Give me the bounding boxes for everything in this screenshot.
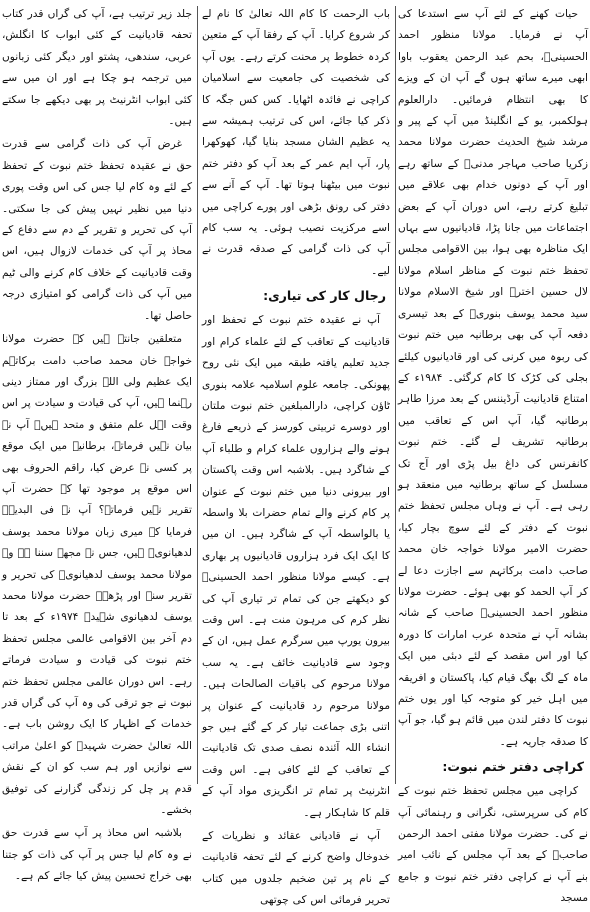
paragraph: جلد زیر ترتیب ہے، آپ کی گراں قدر کتاب تحفہ قادیانیت کے کئی ابواب کا انگلش، عربی، سندھی، پشتو اور دیگر کئی زبانوں میں ترجمہ ہو چکا ہے اور ان میں سے کئی ابواب انٹرنیٹ پر بھی دیکھے جا سکتے ہیں۔ bbox=[2, 8, 192, 128]
section-heading: رجال کار کی تیاری: bbox=[263, 288, 386, 304]
article-column-left bbox=[2, 4, 192, 883]
column-divider bbox=[197, 6, 198, 784]
paragraph: آپ نے عقیدہ ختم نبوت کے تحفظ اور قادیانیت کے تعاقب کے لئے علماء کرام اور جدید تعلیم یافتہ طبقہ میں ایک نئی روح پھونکی۔ جامعہ علوم اسلامیہ علامہ بنوری ٹاؤن کراچی، دارالمبلغین ختم نبوت ملتان اور دوسرے تربیتی کورسز کے ذریعے فارغ ہونے والے ہزاروں علماء کرام و طلباء آپ کے شاگرد ہیں۔ بلاشبہ اس وقت پاکستان اور بیرونی دنیا میں ختم نبوت کے عنوان پر کام کرنے والے تمام حضرات بلا واسطہ یا بالواسطہ آپ کے شاگرد ہیں۔ ان میں کا ایک ایک فرد ہزاروں قادیانیوں پر بھاری ہے۔ کیسے مولانا منظور احمد الحسینیؒ کو دیکھتے جن کی تمام تر تیاری آپ کی نظر کرم کی مرہون منت ہے۔ اس وقت بیرون یورپ میں سرگرم عمل ہیں، ان کے وجود سے قادیانیت خائف ہے۔ یہ سب مولانا مرحوم کی باقیات الصالحات ہیں۔ مولانا مرحوم رد قادیانیت کے عنوان پر اتنی بڑی جماعت تیار کر کے گئے ہیں جو انشاء اللہ آئندہ نصف صدی تک قادیانیت کے تعاقب کے لئے کافی ہے۔ اس وقت انٹرنیٹ پر تمام تر انگریزی مواد آپ کے قلم کا شاہکار ہے۔ bbox=[202, 314, 390, 819]
paragraph: غرض آپ کی ذات گرامی سے قدرت حق نے عقیدہ تحفظ ختم نبوت کے تحفظ کے لئے وہ کام لیا جس کی اس وقت پوری دنیا میں نظیر نہیں پیش کی جا سکتی۔ آپ کی تحریر و تقریر کے دم سے دفاع کے محاذ پر آپ کی خدمات لازوال ہیں، اس وقت قادیانیت کے خلاف کام کرنے والی ٹیم میں آپ کی ذات گرامی کو امتیازی درجہ حاصل تھا۔ bbox=[2, 138, 192, 322]
section-heading: کراچی دفتر ختم نبوت: bbox=[442, 759, 584, 775]
paragraph: آپ نے قادیانی عقائد و نظریات کے خدوخال واضح کرنے کے لئے تحفہ قادیانیت کے نام پر تین ضخیم جلدوں میں کتاب تحریر فرمائی اس کی چوتھی bbox=[202, 830, 390, 907]
article-column-middle bbox=[202, 4, 390, 907]
paragraph: بلاشبہ اس محاذ پر آپ سے قدرت حق نے وہ کام لیا جس پر آپ کی ذات کو جتنا بھی خراج تحسین پیش کیا جائے کم ہے۔ bbox=[2, 827, 192, 883]
column-divider bbox=[395, 6, 396, 784]
paragraph: حیات کھنے کے لئے آپ سے استدعا کی آپ نے فرمایا۔ مولانا منظور احمد الحسینیؒ، بحم عبد الرحمن یعقوب باوا ابھی میرے ساتھ ہوں گے آپ ان کے ویزے کا بھی انتظام فرمائیں۔ دارالعلوم ہولکمبر، یو کے انگلینڈ میں آپ کے پیر و مرشد شیخ الحدیث حضرت مولانا محمد زکریا صاحب مہاجر مدنیؒ کے ساتھ رہے اور آپ کے دونوں خدام بھی علاقے میں تبلیغ کرتے رہے، اس دوران آپ کے بعض اجتماعات میں جانا پڑا، قادیانیوں سے بہاں ایک مناظرہ بھی ہوا، بین الاقوامی مجلس تحفظ ختم نبوت کے مناظر اسلام مولانا لال حسین اخترؒ اور شیخ الاسلام مولانا سید محمد یوسف بنوریؒ کے بعد تیسری دفعہ آپ کی بھی برطانیہ میں ختم نبوت کی ربوہ میں کرنی کی اور قادیانیوں کیلئے بجلی کی کڑک کا کام کرگئی۔ ۱۹۸۴ء کے امتناع قادیانیت آرڈیننس کے بعد مرزا طاہر برطانیہ گیا، آپ اس کے تعاقب میں برطانیہ تشریف لے گئے۔ ختم نبوت کانفرنس کی داغ بیل پڑی اور آج تک مسلسل کے ساتھ برطانیہ میں منعقد ہو رہی ہے۔ آپ نے وہاں مجلس تحفظ ختم نبوت کے دفتر کے لئے سوچ بچار کیا، حضرت الامیر مولانا خواجہ خان محمد صاحب دامت برکاتہم سے اجازت دعا لے کر آپ الحمد کو بھی ہوئے۔ حضرت مولانا منظور احمد الحسینیؒ صاحب کے شانہ بشانہ آپ نے متحدہ عرب امارات کا دورہ کیا اور اس مقصد کے لئے دبئی میں ایک ماہ کے لگ بھگ قیام کیا، پاکستان و افریقہ میں اہل خیر کو متوجہ کیا اور یوں ختم نبوت کا دفتر لندن میں قائم ہو گیا، جو آپ کا صدقہ جاریہ ہے۔ bbox=[398, 8, 588, 748]
paragraph: باب الرحمت کا کام اللہ تعالیٰ کا نام لے کر شروع کرایا۔ آپ کے رفقا آپ کے متعین کردہ خطوط پر محنت کرتے رہے۔ یوں آپ کی شخصیت کی جامعیت سے اسلامیان کراچی نے فائدہ اٹھایا۔ کس کس جگہ کا ذکر کیا جائے، اس کی ترتیب ہمیشہ سے یہ عظیم الشان مسجد بنایا گیا، کھوکھرا پار، آپ ایم عمر کے بعد آپ کو دفتر ختم نبوت میں بیٹھنا ہوتا تھا۔ آپ کے آنے سے دفتر کی رونق بڑھی اور پورے کراچی میں اسے مرکزیت نصیب ہوئی۔ یہ سب کام آپ کی ذات گرامی کے صدقہ قدرت نے لیے۔ bbox=[202, 8, 390, 277]
paragraph: متعلقین جانتے ہیں کہ حضرت مولانا خواجہ خان محمد صاحب دامت برکاتہم ایک عظیم ولی اللہ بزرگ اور ممتاز دینی رہنما ہیں، آپ کی قیادت و سیادت پر اس وقت اہل علم متفق و متحد ہیں۔ آپ نے بیان نہیں فرماتے، برطانیہ میں ایک موقع پر کسی نے عرض کیا، راقم الحروف بھی اس موقع پر موجود تھا کہ حضرت آپ تقریر نہیں فرماتے؟ آپ نے فی البدیہہ فرمایا کہ میری زبان مولانا محمد یوسف لدھیانویؒ ہیں، جس نے مجھے سننا ہے وہ مولانا محمد یوسف لدھیانویؒ کی تحریر و تقریر سنے اور پڑھے۔ حضرت مولانا محمد یوسف لدھیانوی شہیدؒ ۱۹۷۴ء کے بعد تا دم آخر بین الاقوامی عالمی مجلس تحفظ ختم نبوت کی قیادت و سیادت فرماتے رہے۔ اس دوران عالمی مجلس تحفظ ختم نبوت نے جو ترقی کی وہ آپ کی گراں قدر خدمات کے اظہار کا ایک روشن باب ہے۔ اللہ تعالیٰ حضرت شہیدؒ کو اعلیٰ مراتب سے نوازیں اور ہم سب کو ان کے نقش قدم پر چل کر زندگی گزارنے کی توفیق بخشے۔ bbox=[2, 333, 192, 817]
paragraph: کراچی میں مجلس تحفظ ختم نبوت کے کام کی سرپرستی، نگرانی و رہنمائی آپ نے کی۔ حضرت مولانا مفتی احمد الرحمن صاحبؒ کے بعد آپ مجلس کے نائب امیر بنے آپ نے کراچی دفتر ختم نبوت و جامع مسجد bbox=[398, 785, 588, 905]
article-column-right bbox=[398, 4, 588, 905]
